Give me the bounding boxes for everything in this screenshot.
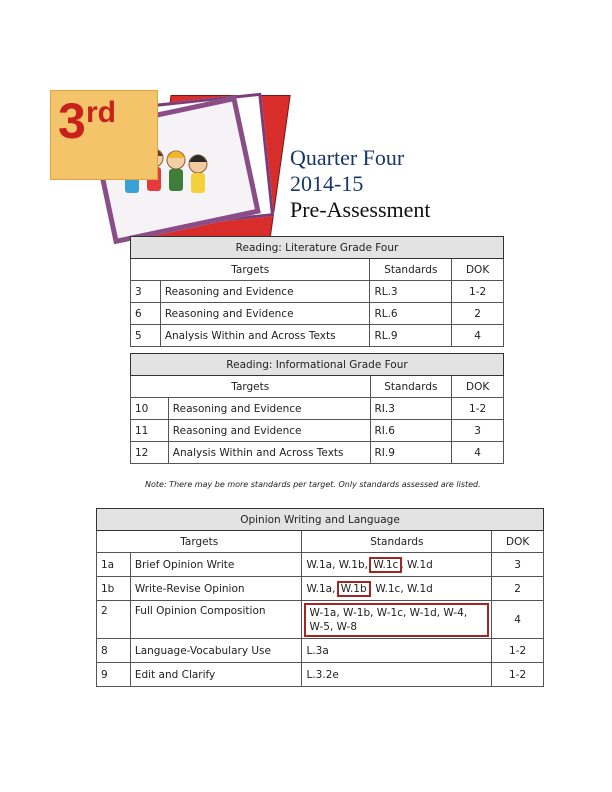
target-number: 2 bbox=[97, 601, 131, 639]
table-row bbox=[131, 398, 504, 420]
col-standards: Standards bbox=[302, 531, 492, 553]
standard-part: , W.1d bbox=[400, 558, 433, 571]
target-name: Analysis Within and Across Texts bbox=[168, 442, 370, 464]
dok-value: 1-2 bbox=[452, 281, 504, 303]
target-name: Reasoning and Evidence bbox=[168, 420, 370, 442]
standard: RI.3 bbox=[370, 398, 452, 420]
title-year: 2014-15 bbox=[290, 171, 364, 196]
col-targets: Targets bbox=[97, 531, 302, 553]
target-number: 8 bbox=[97, 639, 131, 663]
target-name: Brief Opinion Write bbox=[130, 553, 302, 577]
standard bbox=[302, 553, 492, 577]
target-name: Reasoning and Evidence bbox=[160, 281, 370, 303]
target-number: 1a bbox=[97, 553, 131, 577]
target-number: 5 bbox=[131, 325, 161, 347]
standard: L.3.2e bbox=[302, 663, 492, 687]
table-row bbox=[131, 420, 504, 442]
col-dok: DOK bbox=[452, 376, 504, 398]
standard-line: W-5, W-8 bbox=[309, 620, 358, 633]
standard: RL.9 bbox=[370, 325, 452, 347]
table-row bbox=[97, 577, 544, 601]
col-standards: Standards bbox=[370, 376, 452, 398]
grade-suffix: rd bbox=[86, 96, 116, 129]
col-dok: DOK bbox=[452, 259, 504, 281]
table-row bbox=[97, 639, 544, 663]
table-row bbox=[131, 303, 504, 325]
dok-value: 2 bbox=[492, 577, 544, 601]
col-targets: Targets bbox=[131, 376, 371, 398]
target-number: 1b bbox=[97, 577, 131, 601]
opinion-writing-table bbox=[96, 508, 544, 687]
target-name: Language-Vocabulary Use bbox=[130, 639, 302, 663]
table-title: Opinion Writing and Language bbox=[97, 509, 544, 531]
target-number: 11 bbox=[131, 420, 169, 442]
dok-value: 1-2 bbox=[452, 398, 504, 420]
target-number: 9 bbox=[97, 663, 131, 687]
target-name: Write-Revise Opinion bbox=[130, 577, 302, 601]
standard-part: W.1a, W.1b, bbox=[306, 558, 372, 571]
target-number: 10 bbox=[131, 398, 169, 420]
target-name: Reasoning and Evidence bbox=[168, 398, 370, 420]
target-number: 3 bbox=[131, 281, 161, 303]
title-quarter: Quarter Four bbox=[290, 145, 405, 170]
table-row bbox=[97, 553, 544, 577]
dok-value: 4 bbox=[452, 442, 504, 464]
standard-line: W-1a, W-1b, W-1c, W-1d, W-4, bbox=[309, 606, 468, 619]
target-name: Full Opinion Composition bbox=[130, 601, 302, 639]
table-row bbox=[97, 601, 544, 639]
standard: RI.9 bbox=[370, 442, 452, 464]
target-name: Edit and Clarify bbox=[130, 663, 302, 687]
target-name: Reasoning and Evidence bbox=[160, 303, 370, 325]
dok-value: 3 bbox=[452, 420, 504, 442]
target-number: 12 bbox=[131, 442, 169, 464]
standard bbox=[302, 601, 492, 639]
standard-part: , W.1c, W.1d bbox=[368, 582, 433, 595]
grade-number: 3 bbox=[58, 93, 85, 149]
dok-value: 3 bbox=[492, 553, 544, 577]
table-title: Reading: Literature Grade Four bbox=[131, 237, 504, 259]
standard-part: W.1a, bbox=[306, 582, 339, 595]
table-row bbox=[97, 663, 544, 687]
dok-value: 4 bbox=[492, 601, 544, 639]
dok-value: 2 bbox=[452, 303, 504, 325]
target-number: 6 bbox=[131, 303, 161, 325]
standard: RI.6 bbox=[370, 420, 452, 442]
col-dok: DOK bbox=[492, 531, 544, 553]
standard bbox=[302, 577, 492, 601]
standard: L.3a bbox=[302, 639, 492, 663]
highlighted-standard: W.1c bbox=[373, 558, 399, 571]
page-title bbox=[290, 145, 431, 223]
table-title: Reading: Informational Grade Four bbox=[131, 354, 504, 376]
title-assessment: Pre-Assessment bbox=[290, 197, 431, 222]
reading-informational-table bbox=[130, 353, 504, 464]
dok-value: 1-2 bbox=[492, 639, 544, 663]
col-targets: Targets bbox=[131, 259, 370, 281]
standard: RL.6 bbox=[370, 303, 452, 325]
standard: RL.3 bbox=[370, 281, 452, 303]
col-standards: Standards bbox=[370, 259, 452, 281]
table-row bbox=[131, 442, 504, 464]
standards-note: Note: There may be more standards per target. Only standards assessed are listed. bbox=[145, 480, 481, 489]
dok-value: 4 bbox=[452, 325, 504, 347]
target-name: Analysis Within and Across Texts bbox=[160, 325, 370, 347]
table-row bbox=[131, 325, 504, 347]
dok-value: 1-2 bbox=[492, 663, 544, 687]
reading-literature-table bbox=[130, 236, 504, 347]
table-row bbox=[131, 281, 504, 303]
highlighted-standard: W.1b bbox=[340, 582, 367, 595]
highlighted-standard bbox=[306, 605, 487, 635]
